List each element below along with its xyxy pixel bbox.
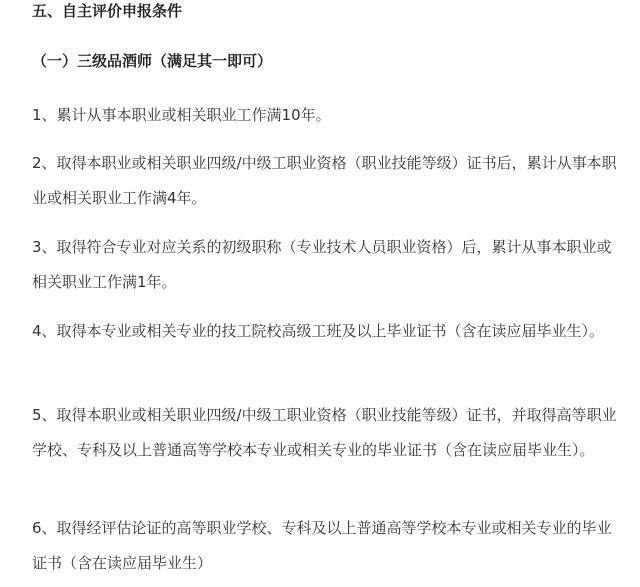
- section-heading: 五、自主评价申报条件: [32, 2, 183, 20]
- requirement-item-6: 6、取得经评估论证的高等职业学校、专科及以上普通高等学校本专业或相关专业的毕业证书（含在读应届毕业生）: [32, 519, 612, 572]
- requirement-item-3: 3、取得符合专业对应关系的初级职称（专业技术人员职业资格）后，累计从事本职业或相关职业工作满1年。: [32, 238, 612, 291]
- requirement-item-5: 5、取得本职业或相关职业四级/中级工职业资格（职业技能等级）证书，并取得高等职业学校、专科及以上普通高等学校本专业或相关专业的毕业证书（含在读应届毕业生）。: [32, 406, 617, 459]
- subsection-heading: （一）三级品酒师（满足其一即可）: [32, 52, 273, 70]
- requirement-item-4: 4、取得本专业或相关专业的技工院校高级工班及以上毕业证书（含在读应届毕业生）。: [32, 322, 605, 340]
- requirement-item-1: 1、累计从事本职业或相关职业工作满10年。: [32, 106, 331, 124]
- requirement-item-2: 2、取得本职业或相关职业四级/中级工职业资格（职业技能等级）证书后，累计从事本职业或相关职业工作满4年。: [32, 154, 617, 207]
